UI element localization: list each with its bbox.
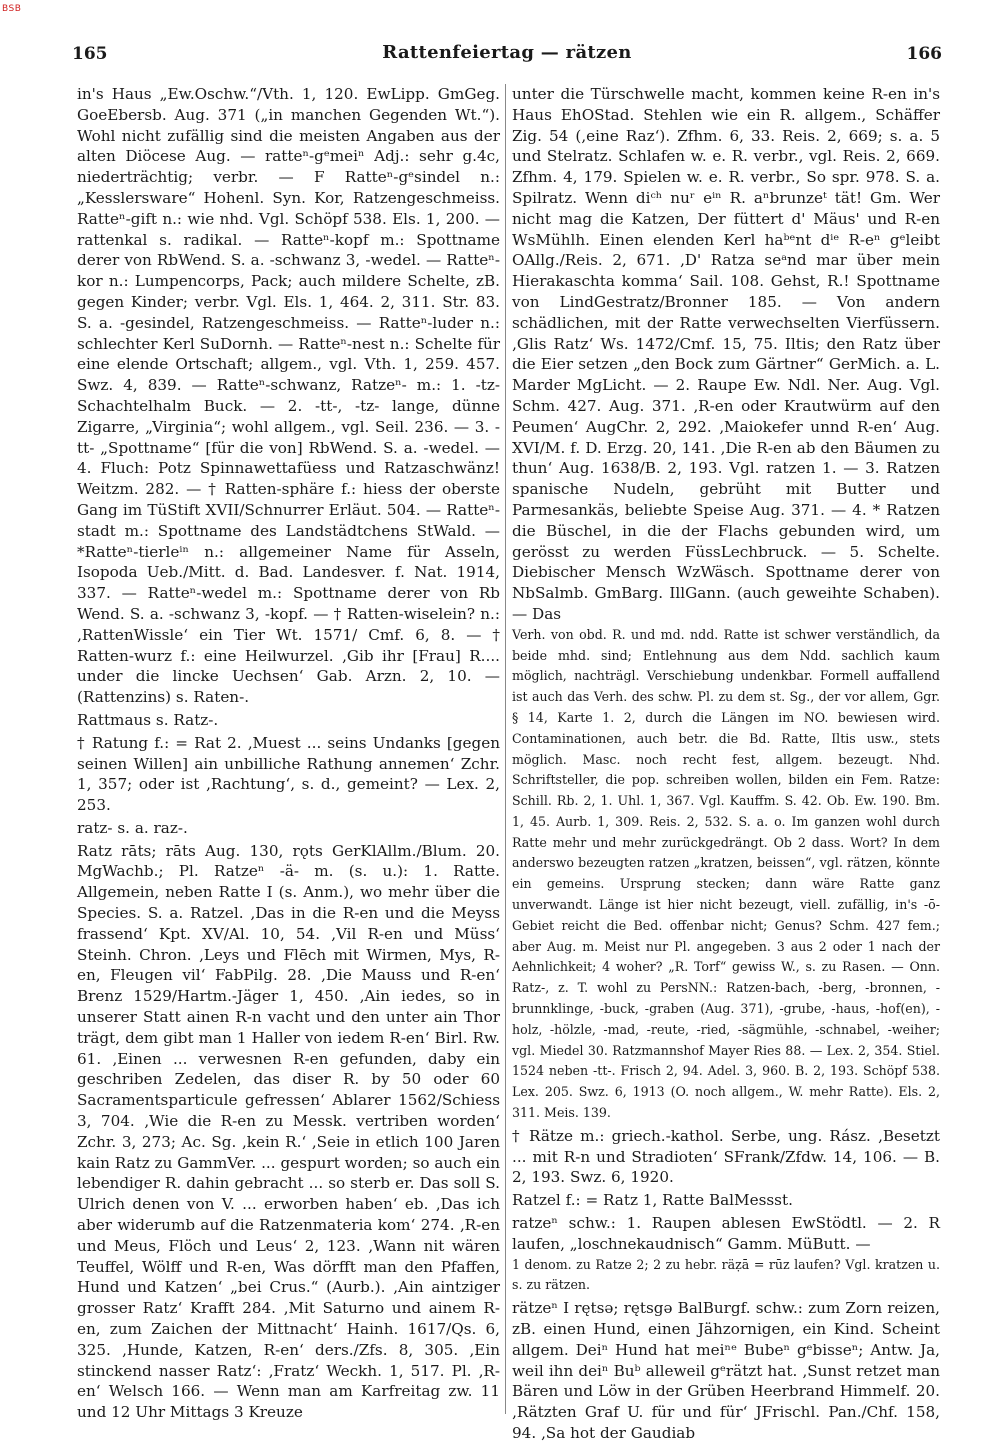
entry-raetze: † Rätze m.: griech.-kathol. Serbe, ung. Rász. ‚Besetzt ... mit R-n und Stradioten‘ SFrank/Zfdw. 14, 106. — B. 2, 193. Swz. 6, 1920. — [512, 1126, 940, 1187]
column-divider — [505, 84, 506, 1414]
entry-ratz-note: Verh. von obd. R. und md. ndd. Ratte ist schwer verständlich, da beide mhd. sind; Entlehnung aus dem Ndd. sachlich kaum möglich, nachträgl. Verschiebung undenkbar. Formell auffallend ist auch das Verh. des schw. Pl. zu dem st. Sg., der vor allem, Ggr. § 14, Karte 1. 2, durch die Längen im NO. bewiesen wird. Contaminationen, auch betr. die Bd. Ratte, Iltis usw., stets möglich. Masc. noch recht fest, allgem. bezeugt. Nhd. Schriftsteller, die pop. schreiben wollen, bilden ein Fem. Ratze: Schill. Rb. 2, 1. Uhl. 1, 367. Vgl. Kauffm. S. 42. Ob. Ew. 190. Bm. 1, 45. Aurb. 1, 309. Reis. 2, 532. S. a. o. Im ganzen wohl durch Ratte mehr und mehr zurückgedrängt. Ob 2 dass. Wort? In dem anderswo bezeugten ratzen „kratzen, beissen“, vgl. rätzen, könnte ein gemeins. Ursprung stecken; dann wäre Ratte ganz unverwandt. Länge ist hier nicht bezeugt, viell. zufällig, in's -ō-Gebiet reicht die Bed. offenbar nicht; Genus? Schm. 427 fem.; aber Aug. m. Meist nur Pl. angegeben. 3 aus 2 oder 1 nach der Aehnlichkeit; 4 woher? „R. Torf“ gewiss W., s. zu Rasen. — Onn. Ratz-, z. T. wohl zu PersNN.: Ratzen-bach, -berg, -bronnen, -brunnklinge, -buck, -graben (Aug. 371), -grube, -haus, -hof(en), -holz, -hölzle, -mad, -reute, -ried, -sägmühle, -schnabel, -weiher; vgl. Miedel 30. Ratzmannshof Mayer Ries 88. — Lex. 2, 354. Stiel. 1524 neben -tt-. Frisch 2, 94. Adel. 3, 960. B. 2, 193. Schöpf 538. Lex. 205. Swz. 6, 1913 (O. noch allgem., W. mehr Ratte). Els. 2, 311. Meis. 139. — [512, 626, 940, 1121]
entry-ratung: † Ratung f.: = Rat 2. ‚Muest ... seins Undanks [gegen seinen Willen] ain unbilliche Rathung annemen‘ Zchr. 1, 357; oder ist ‚Rachtung‘, s. d., gemeint? — Lex. 2, 253. — [77, 733, 500, 815]
running-title: Rattenfeiertag — rätzen — [382, 42, 632, 63]
left-column — [77, 84, 500, 1420]
entry-ratz-ref: ratz- s. a. raz-. — [77, 818, 188, 837]
entry-ratten-compounds: in's Haus „Ew.Oschw.“/Vth. 1, 120. EwLipp. GmGeg. GoeEbersb. Aug. 371 („in manchen Gegenden Wt.“). Wohl nicht zufällig sind die meisten Angaben aus der alten Diöcese Aug. — ratteⁿ-gᵉmeiⁿ Adj.: sehr g.4c, niederträchtig; verbr. — F Ratteⁿ-gᵉsindel n.: „Kesslersware“ Hohenl. Syn. Kor, Ratzengeschmeiss. Ratteⁿ-gift n.: wie nhd. Vgl. Schöpf 538. Els. 1, 200. — rattenkal s. radikal. — Ratteⁿ-kopf m.: Spottname derer von RbWend. S. a. -schwanz 3, -wedel. — Ratteⁿ-kor n.: Lumpencorps, Pack; auch mildere Schelte, zB. gegen Kinder; verbr. Vgl. Els. 1, 464. 2, 311. Str. 83. S. a. -gesindel, Ratzengeschmeiss. — Ratteⁿ-luder n.: schlechter Kerl SuDornh. — Ratteⁿ-nest n.: Schelte für eine elende Ortschaft; allgem., vgl. Vth. 1, 259. 457. Swz. 4, 839. — Ratteⁿ-schwanz, Ratzeⁿ- m.: 1. -tz- Schachtelhalm Buck. — 2. -tt-, -tz- lange, dünne Zigarre, „Virginia“; wohl allgem., vgl. Seil. 236. — 3. -tt- „Spottname“ [für die von] RbWend. S. a. -wedel. — 4. Fluch: Potz Spinnawettafüess und Ratzaschwänz! Weitzm. 282. — † Ratten-sphäre f.: hiess der oberste Gang im TüStift XVII/Schnurrer Erläut. 504. — Ratteⁿ-stadt m.: Spottname des Landstädtchens StWald. — *Ratteⁿ-tierleⁱⁿ n.: allgemeiner Name für Asseln, Isopoda Ueb./Mitt. d. Bad. Landesver. f. Nat. 1914, 337. — Ratteⁿ-wedel m.: Spottname derer von Rb Wend. S. a. -schwanz 3, -kopf. — † Ratten-wiselein? n.: ‚RattenWissle‘ ein Tier Wt. 1571/ Cmf. 6, 8. — † Ratten-wurz f.: eine Heilwurzel. ‚Gib ihr [Frau] R.... under die lincke Uechsen‘ Gab. Arzn. 2, 10. — (Rattenzins) s. Raten-. — [77, 85, 500, 707]
library-stamp: BSB — [2, 4, 22, 14]
entry-ratzel: Ratzel f.: = Ratz 1, Ratte BalMessst. — [512, 1191, 793, 1210]
entry-ratz-continued: unter die Türschwelle macht, kommen keine R-en in's Haus EhOStad. Stehlen wie ein R. allgem., Schäffer Zig. 54 (‚eine Raz‘). Zfhm. 6, 33. Reis. 2, 669; s. a. 5 und Stelratz. Schlafen w. e. R. verbr., vgl. Reis. 2, 669. Zfhm. 4, 179. Spielen w. e. R. verbr., So spr. 978. S. a. Spilratz. Wenn diᶜʰ nuʳ eⁱⁿ R. aⁿbrunzeᵗ tät! Gm. Wer nicht mag die Katzen, Der füttert d' Mäus' und R-en WsMühlh. Einen elenden Kerl haᵇᵉnt dⁱᵉ R-eⁿ gᵉleibt OAllg./Reis. 2, 671. ‚D' Ratza seᵃnd mar über mein Hierakaschta komma‘ Sail. 108. Gehst, R.! Spottname von LindGestratz/Bronner 185. — Von andern schädlichen, mit der Ratte verwechselten Vierfüssern. ‚Glis Ratz‘ Ws. 1472/Cmf. 15, 75. Iltis; den Ratz über die Eier setzen „den Bock zum Gärtner“ GerMich. a. L. Marder MgLicht. — 2. Raupe Ew. Ndl. Ner. Aug. Vgl. Schm. 427. Aug. 371. ‚R-en oder Krautwürm auf den Peumen‘ AugChr. 2, 292. ‚Maiokefer unnd R-en‘ Aug. XVI/M. f. D. Erzg. 20, 141. ‚Die R-en ab den Bäumen zu thun‘ Aug. 1638/B. 2, 193. Vgl. ratzen 1. — 3. Ratzen spanische Nudeln, gebrüht mit Butter und Parmesankäs, beliebte Speise Aug. 371. — 4. * Ratzen die Büschel, in die der Flachs gebunden wird, um gerösst zu werden FüssLechbruck. — 5. Schelte. Diebischer Mensch WzWäsch. Spottname derer von NbSalmb. GmBarg. IllGann. (auch geweihte Schaben). — Das — [512, 85, 940, 623]
entry-ratz: Ratz rāts; rāts Aug. 130, rǫts GerKlAllm./Blum. 20. MgWachb.; Pl. Ratzeⁿ -ä- m. (s. u.): 1. Ratte. Allgemein, neben Ratte I (s. Anm.), wo mehr über die Species. S. a. Ratzel. ‚Das in die R-en und die Meyss frassend‘ Kpt. XV/Al. 10, 54. ‚Vil R-en und Müss‘ Steinh. Chron. ‚Leys und Flēch mit Wirmen, Mys, R-en, Fleugen vil‘ FabPilg. 28. ‚Die Mauss und R-en‘ Brenz 1529/Hartm.-Jäger 1, 450. ‚Ain iedes, so in unserer Statt ainen R-n vacht und den unter ain Thor trägt, dem gibt man 1 Haller von iedem R-en‘ Birl. Rw. 61. ‚Einen ... verwesnen R-en gefunden, daby ein geschriben Zedelen, das diser R. by 50 oder 60 Sacramentsparticule gefressen‘ Ablarer 1562/Schiess 3, 704. ‚Wie die R-en zu Messk. vertriben worden‘ Zchr. 3, 273; Ac. Sg. ‚kein R.‘ ‚Seie in etlich 100 Jaren kain Ratz zu GammVer. ... gespurt worden; so auch ein lebendiger R. dahin gebracht ... so sterb er. Das soll S. Ulrich denen von V. ... erworben haben‘ eb. ‚Das ich aber widerumb auf die Ratzenmateria kom‘ 274. ‚R-en und Meus, Flöch und Leus‘ 2, 123. ‚Wann nit wären Teuffel, Wölff und R-en, Was dörfft man den Pfaffen, Hund und Katzen‘ „bei Crus.“ (Aurb.). ‚Ain aintziger grosser Ratz‘ Krafft 284. ‚Mit Saturno und ainem R-en, zum Zaichen der Mittnacht‘ Hainh. 1617/Qs. 6, 325. ‚Hunde, Katzen, R-en‘ ders./Zfs. 8, 305. ‚Ein stinckend nasser Ratz‘: ‚Fratz‘ Weckh. 1, 517. Pl. ‚R-en‘ Welsch 166. — Wenn man am Karfreitag zw. 11 und 12 Uhr Mittags 3 Kreuze — [77, 841, 500, 1422]
page-header — [72, 40, 942, 70]
entry-rattmaus: Rattmaus s. Ratz-. — [77, 710, 219, 729]
entry-ratzen: ratzeⁿ schw.: 1. Raupen ablesen EwStödtl. — 2. R laufen, „loschnekaudnisch“ Gamm. MüButt. — — [512, 1214, 940, 1253]
entry-ratzen-note: 1 denom. zu Ratze 2; 2 zu hebr. räẓā = rūz laufen? Vgl. kratzen u. s. zu rätzen. — [512, 1256, 940, 1293]
page-number-right: 166 — [906, 44, 942, 64]
page-number-left: 165 — [72, 44, 108, 64]
entry-raetzen: rätzeⁿ I rętsə; rętsgə BalBurgf. schw.: zum Zorn reizen, zB. einen Hund, einen Jähzornigen, ein Kind. Scheint allgem. Deiⁿ Hund hat meiⁿᵉ Bubeⁿ gᵉbisseⁿ; Antw. Ja, weil ihn deiⁿ Buᵇ alleweil gᵉrätzt hat. ‚Sunst retzet man Bären und Löw in der Grüben Heerbrand Himmelf. 20. ‚Rätzten Graf U. für und für‘ JFrischl. Pan./Chf. 158, 94. ‚Sa hot der Gaudiab — [512, 1299, 940, 1442]
right-column — [512, 84, 940, 1442]
